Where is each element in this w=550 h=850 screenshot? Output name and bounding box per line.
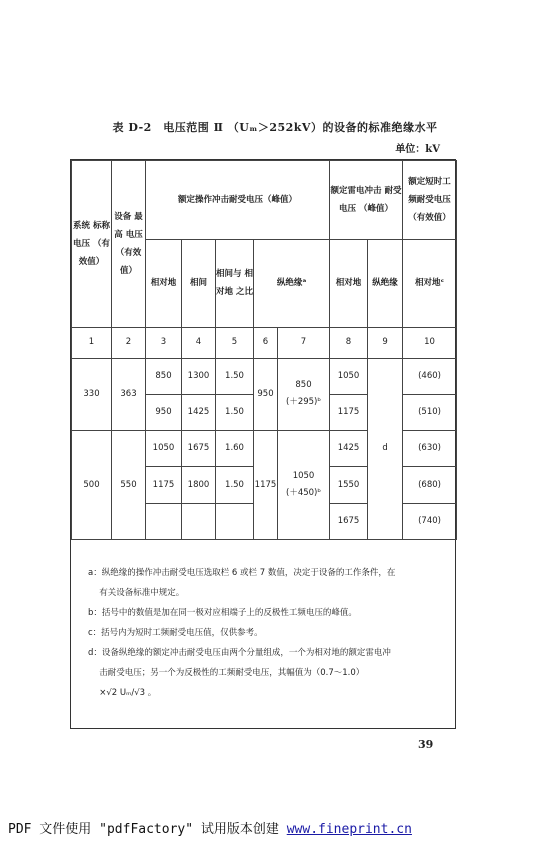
cell: 950 (254, 358, 278, 431)
column-number: 3 (146, 328, 182, 358)
header-ratio: 相间与 相对地 之比 (216, 239, 254, 328)
table-row (72, 358, 457, 394)
note-line: b：括号中的数值是加在同一极对应相端子上的反极性工频电压的峰值。 (88, 608, 357, 618)
column-number: 2 (112, 328, 146, 358)
note-line: 有关设备标准中规定。 (88, 588, 185, 598)
cell: 1.60 (216, 431, 254, 467)
note-line: 击耐受电压；另一个为反极性的工频耐受电压，其幅值为（0.7～1.0） (88, 668, 365, 678)
cell: 1.50 (216, 467, 254, 503)
column-number: 7 (278, 328, 330, 358)
header-phase-phase: 相间 (182, 239, 216, 328)
cell: 1175 (146, 467, 182, 503)
cell: 500 (72, 431, 112, 540)
cell: 1.50 (216, 394, 254, 430)
header-lightning-phase-earth: 相对地 (330, 239, 368, 328)
header-lightning-longitudinal: 纵绝缘 (368, 239, 403, 328)
note-line: d：设备纵绝缘的额定冲击耐受电压由两个分量组成，一个为相对地的额定雷电冲 (88, 648, 391, 658)
table-notes (88, 563, 448, 703)
column-number: 1 (72, 328, 112, 358)
cell: 1425 (330, 431, 368, 467)
cell-value: 1050 (292, 471, 315, 482)
cell-value-note: (＋295)ᵇ (286, 397, 321, 408)
header-max-voltage: 设备 最高 电压 （有效值） (112, 161, 146, 328)
cell (216, 503, 254, 539)
cell (146, 503, 182, 539)
cell: d (368, 358, 403, 539)
header-longitudinal: 纵绝缘ᵃ (254, 239, 330, 328)
cell (182, 503, 216, 539)
cell: 1.50 (216, 358, 254, 394)
column-number: 6 (254, 328, 278, 358)
header-switching-impulse: 额定操作冲击耐受电压（峰值） (146, 161, 330, 240)
note-line: ×√2 Uₘ/√3 。 (88, 688, 157, 698)
column-number: 8 (330, 328, 368, 358)
column-number: 9 (368, 328, 403, 358)
cell: 1675 (182, 431, 216, 467)
cell: 950 (146, 394, 182, 430)
header-phase-earth: 相对地 (146, 239, 182, 328)
cell-value: 850 (295, 380, 312, 391)
cell: 850 (146, 358, 182, 394)
cell: 363 (112, 358, 146, 431)
column-number-row (72, 328, 457, 358)
column-number: 4 (182, 328, 216, 358)
cell: (630) (403, 431, 457, 467)
cell: 1175 (330, 394, 368, 430)
page-number: 39 (418, 738, 434, 751)
header-system-voltage: 系统 标称 电压 （有效值） (72, 161, 112, 328)
cell: 1550 (330, 467, 368, 503)
note-line: a：纵绝缘的操作冲击耐受电压选取栏 6 或栏 7 数值，决定于设备的工作条件，在 (88, 568, 396, 578)
header-short-duration: 额定短时工 频耐受电压 （有效值） (403, 161, 457, 240)
table-title: 表 D-2 电压范围 Ⅱ （Uₘ＞252kV）的设备的标准绝缘水平 (112, 121, 438, 134)
cell (278, 431, 330, 540)
column-number: 10 (403, 328, 457, 358)
cell: 1675 (330, 503, 368, 539)
cell: 1175 (254, 431, 278, 540)
cell (278, 358, 330, 431)
cell: 330 (72, 358, 112, 431)
footer-link[interactable]: www.fineprint.cn (286, 822, 412, 837)
note-line: c：括号内为短时工频耐受电压值，仅供参考。 (88, 628, 263, 638)
cell: 550 (112, 431, 146, 540)
footer-text: PDF 文件使用 "pdfFactory" 试用版本创建 (8, 822, 287, 837)
cell: 1800 (182, 467, 216, 503)
header-lightning-impulse: 额定雷电冲击 耐受电压 （峰值） (330, 161, 403, 240)
cell: 1050 (330, 358, 368, 394)
cell-value-note: (＋450)ᵇ (286, 488, 321, 499)
column-number: 5 (216, 328, 254, 358)
unit-label: 单位：kV (395, 144, 440, 155)
pdf-footer (8, 818, 412, 837)
cell: (460) (403, 358, 457, 394)
cell: 1050 (146, 431, 182, 467)
cell: 1425 (182, 394, 216, 430)
cell: 1300 (182, 358, 216, 394)
header-short-phase-earth: 相对地ᶜ (403, 239, 457, 328)
cell: (740) (403, 503, 457, 539)
cell: (680) (403, 467, 457, 503)
cell: (510) (403, 394, 457, 430)
insulation-level-table (71, 160, 457, 540)
